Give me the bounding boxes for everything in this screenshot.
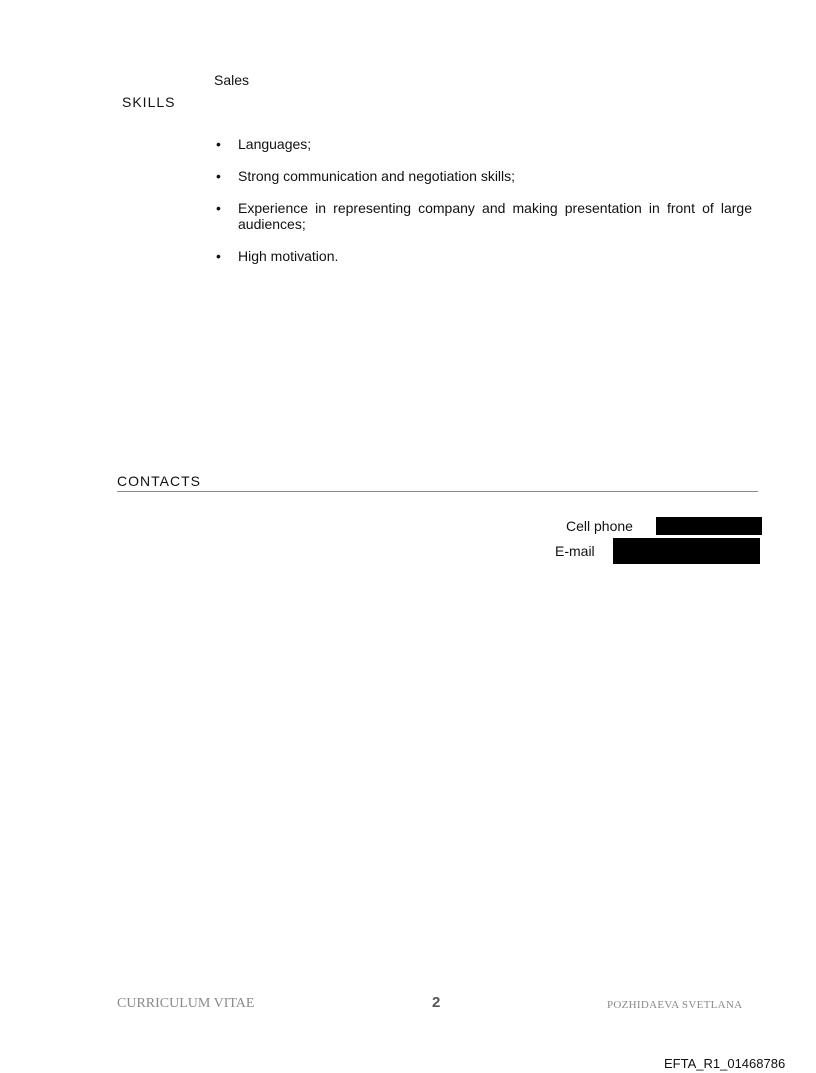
skill-text: Languages; bbox=[238, 136, 312, 152]
contacts-heading: CONTACTS bbox=[117, 473, 201, 489]
bullet-icon: • bbox=[216, 136, 221, 152]
skills-heading: SKILLS bbox=[122, 94, 176, 110]
bullet-icon: • bbox=[216, 248, 221, 264]
footer-title: CURRICULUM VITAE bbox=[117, 996, 255, 1011]
skill-item bbox=[214, 248, 752, 264]
skill-text: Strong communication and negotiation skills; bbox=[238, 168, 516, 184]
skill-text: High motivation. bbox=[238, 248, 339, 264]
contacts-divider bbox=[117, 491, 758, 492]
cell-phone-label: Cell phone bbox=[566, 518, 633, 534]
cell-phone-redaction bbox=[656, 517, 762, 535]
sales-label: Sales bbox=[214, 72, 250, 88]
bullet-icon: • bbox=[216, 168, 221, 184]
footer-author: POZHIDAEVA SVETLANA bbox=[607, 999, 743, 1011]
skill-item bbox=[214, 136, 752, 152]
email-label: E-mail bbox=[555, 543, 595, 559]
skills-list bbox=[214, 136, 752, 264]
skill-text: Experience in representing company and making presentation in front of large audiences; bbox=[238, 200, 752, 232]
page-number: 2 bbox=[432, 994, 441, 1011]
skill-item bbox=[214, 200, 752, 232]
skill-item bbox=[214, 168, 752, 184]
bullet-icon: • bbox=[216, 200, 221, 216]
email-redaction bbox=[613, 538, 760, 564]
document-id: EFTA_R1_01468786 bbox=[664, 1056, 786, 1071]
